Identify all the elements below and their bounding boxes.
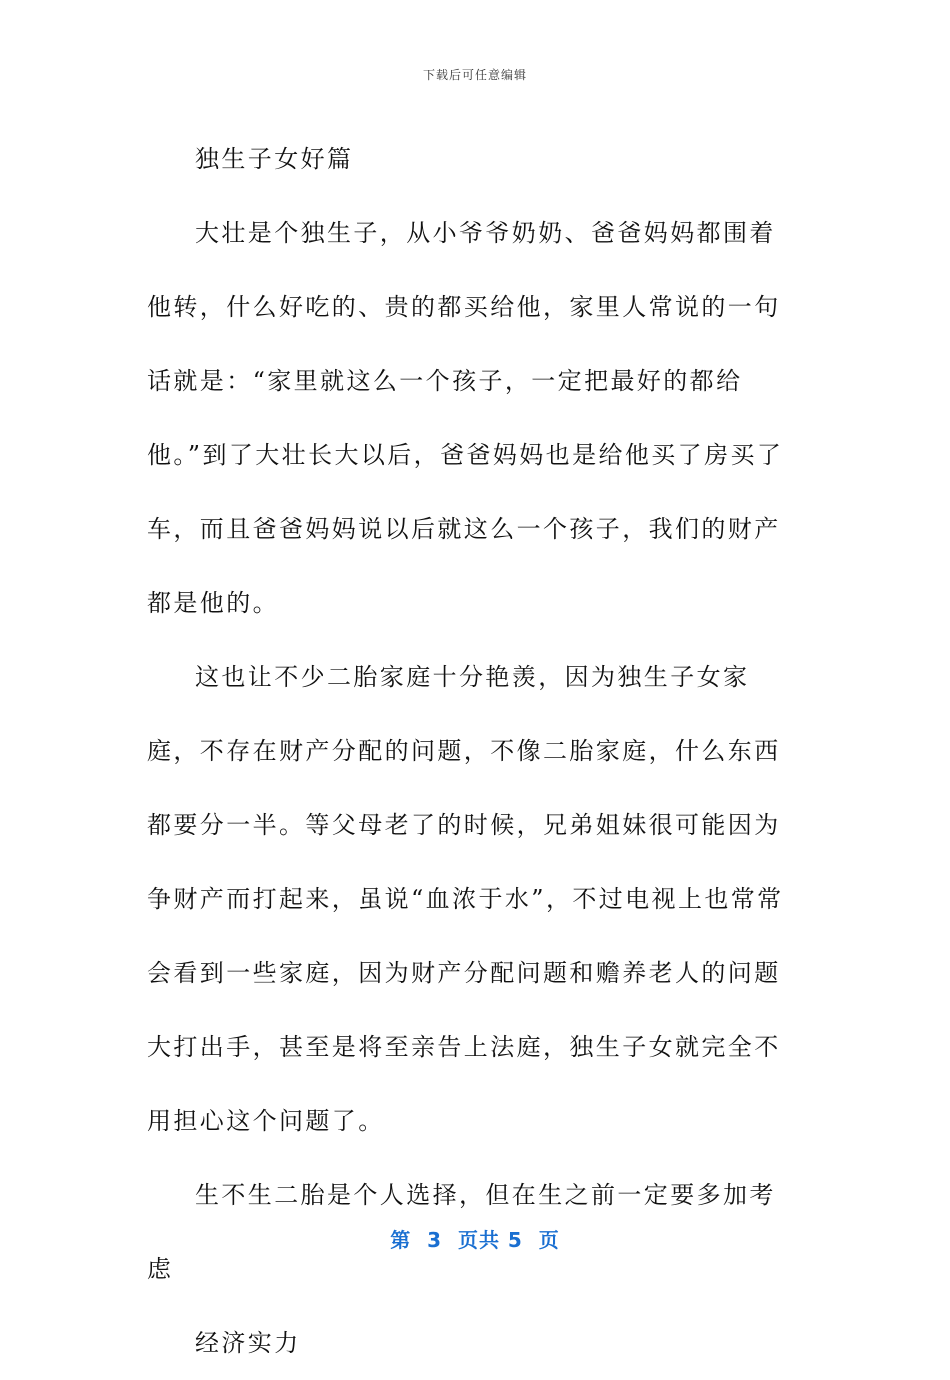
page-footer: 第 3 页共 5 页 (390, 1228, 560, 1252)
section-heading: 经济实力 (195, 1329, 301, 1357)
page-header: 下载后可任意编辑 (422, 68, 527, 82)
section-heading: 独生子女好篇 (195, 145, 354, 173)
document-body (147, 122, 797, 1380)
body-paragraph: 大壮是个独生子，从小爷爷奶奶、爸爸妈妈都围着他转，什么好吃的、贵的都买给他，家里人常说的一句话就是：“家里就这么一个孩子，一定把最好的都给他。”到了大壮长大以后，爸爸妈妈也是给他买了房买了车，而且爸爸妈妈说以后就这么一个孩子，我们的财产都是他的。 (147, 219, 784, 617)
body-paragraph: 这也让不少二胎家庭十分艳羡，因为独生子女家庭，不存在财产分配的问题，不像二胎家庭，什么东西都要分一半。等父母老了的时候，兄弟姐妹很可能因为争财产而打起来，虽说“血浓于水”，不过电视上也常常会看到一些家庭，因为财产分配问题和赡养老人的问题大打出手，甚至是将至亲告上法庭，独生子女就完全不用担心这个问题了。 (147, 663, 784, 1135)
body-paragraph: 生不生二胎是个人选择，但在生之前一定要多加考虑 (147, 1181, 776, 1283)
